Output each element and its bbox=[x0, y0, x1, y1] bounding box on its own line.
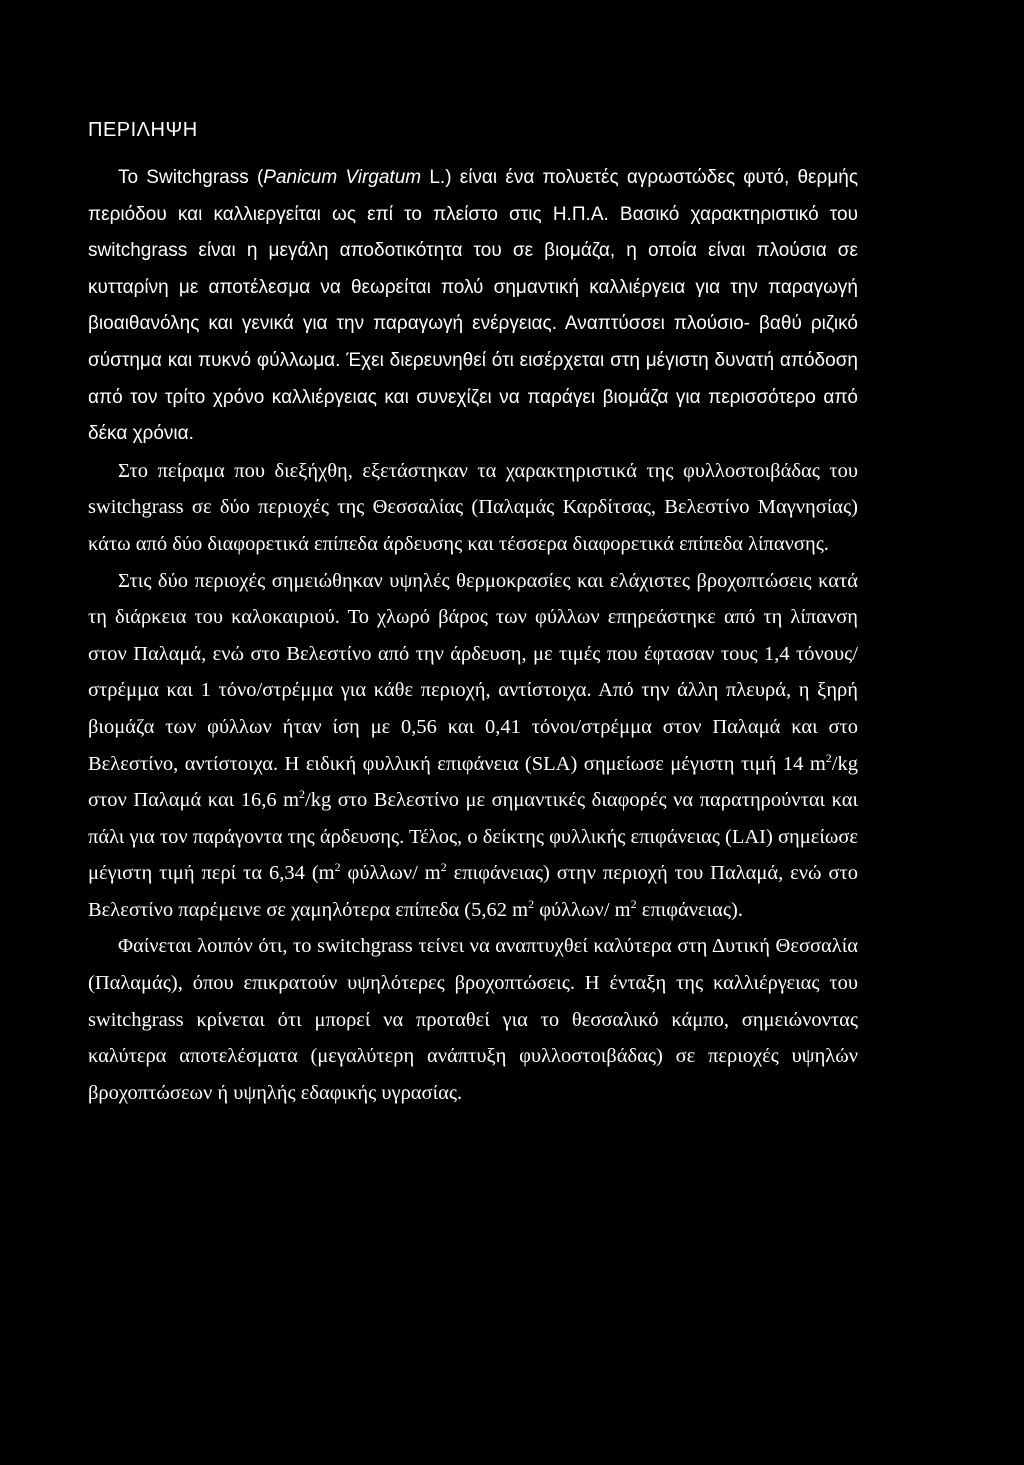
scientific-name: Panicum Virgatum bbox=[263, 167, 422, 188]
paragraph-experiment: Στο πείραμα που διεξήχθη, εξετάστηκαν τα χαρακτηριστικά της φυλλοστοιβάδας του switchgrass σε δύο περιοχές της Θεσσαλίας (Παλαμάς Καρδίτσας, Βελεστίνο Μαγνησίας) κάτω από δύο διαφορετικά επίπεδα άρδευσης και τέσσερα διαφορετικά επίπεδα λίπανσης. bbox=[88, 459, 858, 555]
paragraph-intro bbox=[88, 160, 858, 453]
results-text-a: Στις δύο περιοχές σημειώθηκαν υψηλές θερμοκρασίες και ελάχιστες βροχοπτώσεις κατά τη διάρκεια του καλοκαιριού. Το χλωρό βάρος των φύλλων επηρεάστηκε από τη λίπανση στον Παλαμά, ενώ στο Βελεστίνο από την άρδευση, με τιμές που έφτασαν τους 1,4 τόνους/στρέμμα και 1 τόνο/στρέμμα για κάθε περιοχή, αντίστοιχα. Από την άλλη πλευρά, η ξηρή βιομάζα των φύλλων ήταν ίση με 0,56 και 0,41 τόνοι/στρέμμα στον Παλαμά και στο Βελεστίνο, αντίστοιχα. Η ειδική φυλλική επιφάνεια (SLA) σημείωσε μέγιστη τιμή 14 m bbox=[88, 569, 858, 775]
superscript: 2 bbox=[528, 897, 535, 912]
results-text-d: φύλλων/ m bbox=[340, 862, 441, 885]
intro-text-rest: L.) είναι ένα πολυετές αγρωστώδες φυτό, θερμής περιόδου και καλλιεργείται ως επί το πλείστο στις Η.Π.Α. Βασικό χαρακτηριστικό του switchgrass είναι η μεγάλη αποδοτικότητα του σε βιομάζα, η οποία είναι πλούσια σε κυτταρίνη με αποτέλεσμα να θεωρείται πολύ σημαντική καλλιέργεια για την παραγωγή βιοαιθανόλης και γενικά για την παραγωγή ενέργειας. Αναπτύσσει πλούσιο- βαθύ ριζικό σύστημα και πυκνό φύλλωμα. Έχει διερευνηθεί ότι εισέρχεται στη μέγιστη δυνατή απόδοση από τον τρίτο χρόνο καλλιέργειας και συνεχίζει να παράγει βιομάζα για περισσότερο από δέκα χρόνια. bbox=[88, 167, 858, 445]
superscript: 2 bbox=[825, 750, 832, 765]
summary-heading: ΠΕΡΙΛΗΨΗ bbox=[88, 119, 198, 141]
results-text-c: /kg στο Βελεστίνο με σημαντικές διαφορές να παρατηρούνται και πάλι για τον παράγοντα της άρδευσης. Τέλος, ο δείκτης φυλλικής επιφάνειας (LAI) σημείωσε μέγιστη τιμή περί τα 6,34 (m bbox=[88, 789, 858, 885]
superscript: 2 bbox=[630, 897, 637, 912]
document-page bbox=[88, 118, 858, 1111]
results-text-b: /kg στον Παλαμά και 16,6 m bbox=[88, 752, 858, 812]
results-text-g: επιφάνειας). bbox=[636, 898, 743, 921]
paragraph-conclusion: Φαίνεται λοιπόν ότι, το switchgrass τείνει να αναπτυχθεί καλύτερα στη Δυτική Θεσσαλία (Παλαμάς), όπου επικρατούν υψηλότερες βροχοπτώσεις. Η ένταξη της καλλιέργειας του switchgrass κρίνεται ότι μπορεί να προταθεί για το θεσσαλικό κάμπο, σημειώνοντας καλύτερα αποτελέσματα (μεγαλύτερη ανάπτυξη φυλλοστοιβάδας) σε περιοχές υψηλών βροχοπτώσεων ή υψηλής εδαφικής υγρασίας. bbox=[88, 935, 858, 1104]
paragraph-results bbox=[88, 563, 858, 929]
superscript: 2 bbox=[299, 787, 306, 802]
results-text-f: φύλλων/ m bbox=[534, 898, 631, 921]
superscript: 2 bbox=[334, 860, 341, 875]
results-text-e: επιφάνειας) στην περιοχή του Παλαμά, ενώ στο Βελεστίνο παρέμεινε σε χαμηλότερα επίπεδα (5,62 m bbox=[88, 862, 859, 921]
superscript: 2 bbox=[440, 860, 447, 875]
intro-text-start: Το Switchgrass ( bbox=[118, 167, 264, 188]
